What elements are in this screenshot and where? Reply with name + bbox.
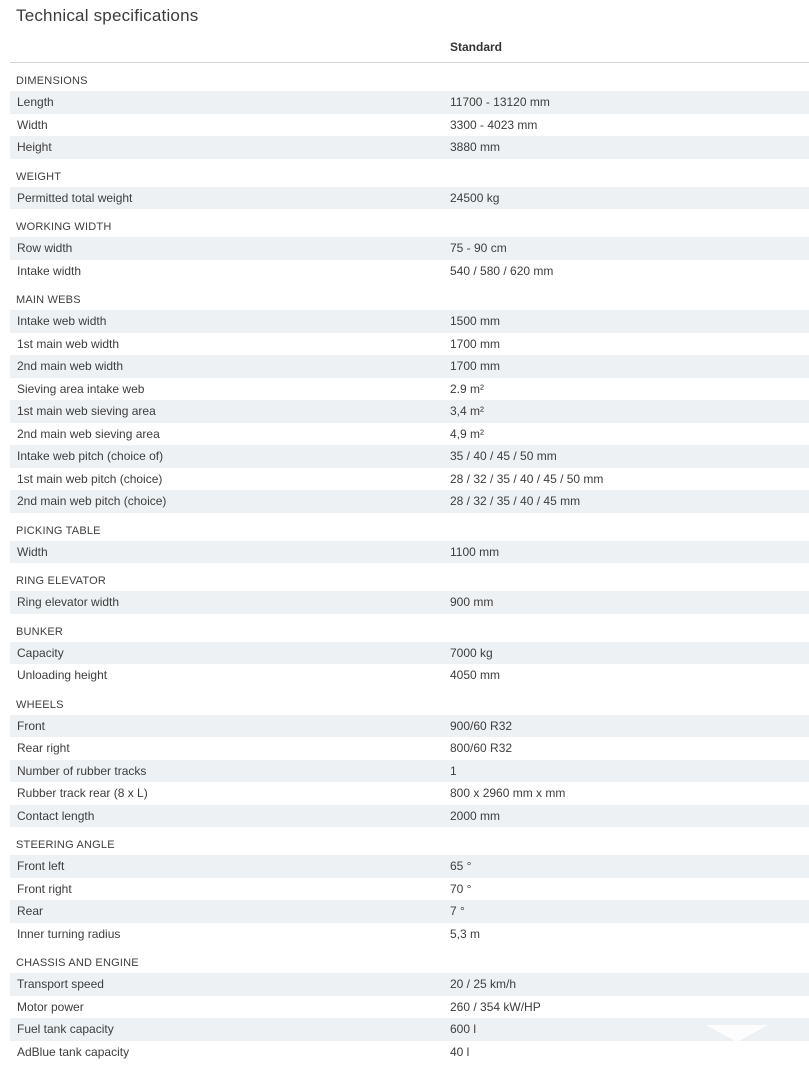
spec-label: Rubber track rear (8 x L) (17, 786, 148, 801)
spec-label: Intake web width (17, 314, 107, 329)
spec-row (10, 355, 809, 378)
spec-label: Row width (17, 241, 73, 256)
spec-value: 28 / 32 / 35 / 40 / 45 mm (450, 494, 581, 509)
spec-row (10, 400, 809, 423)
spec-row (10, 1018, 809, 1041)
section-title: WHEELS (16, 698, 64, 711)
spec-label: Rear (17, 904, 44, 919)
spec-row (10, 737, 809, 760)
spec-value: 20 / 25 km/h (450, 977, 517, 992)
spec-label: Height (17, 140, 52, 155)
spec-row (10, 541, 809, 564)
section-title: PICKING TABLE (16, 524, 101, 537)
spec-label: Intake web pitch (choice of) (17, 449, 164, 464)
spec-value: 4050 mm (450, 668, 501, 683)
section-title: WEIGHT (16, 170, 62, 183)
spec-row (10, 114, 809, 137)
spec-row (10, 468, 809, 491)
spec-label: Front (17, 718, 46, 733)
spec-row (10, 423, 809, 446)
spec-label: Front right (17, 881, 72, 896)
spec-value: 900 mm (450, 595, 494, 610)
spec-value: 1700 mm (450, 359, 501, 374)
spec-label: Width (17, 544, 48, 559)
spec-value: 5,3 m (450, 926, 481, 941)
spec-label: Ring elevator width (17, 595, 120, 610)
section-rows (0, 237, 809, 282)
section-title: STEERING ANGLE (16, 839, 115, 851)
spec-section (0, 945, 809, 1063)
spec-label: Capacity (17, 645, 64, 660)
spec-value: 7 ° (450, 904, 465, 919)
section-rows (0, 541, 809, 564)
spec-value: 1 (450, 763, 457, 778)
spec-row (10, 445, 809, 468)
spec-value: 65 ° (450, 859, 472, 874)
spec-row (10, 333, 809, 356)
spec-row (10, 310, 809, 333)
spec-section (0, 614, 809, 687)
spec-label: Contact length (17, 808, 95, 823)
spec-value: 7000 kg (450, 645, 493, 660)
spec-value: 28 / 32 / 35 / 40 / 45 / 50 mm (450, 471, 604, 486)
spec-row (10, 187, 809, 210)
spec-section (0, 159, 809, 210)
spec-row (10, 490, 809, 513)
section-rows (0, 973, 809, 1063)
spec-value: 540 / 580 / 620 mm (450, 263, 554, 278)
spec-label: Number of rubber tracks (17, 763, 147, 778)
section-rows (0, 591, 809, 614)
section-rows (0, 715, 809, 828)
spec-row (10, 642, 809, 665)
section-title: CHASSIS AND ENGINE (16, 957, 139, 969)
section-title: WORKING WIDTH (16, 221, 112, 233)
spec-table (0, 63, 809, 1063)
spec-label: AdBlue tank capacity (17, 1044, 130, 1059)
spec-value: 3,4 m² (450, 404, 485, 419)
spec-value: 11700 - 13120 mm (450, 95, 550, 110)
spec-row (10, 782, 809, 805)
spec-label: 1st main web width (17, 336, 120, 351)
watermark-triangle-icon (706, 1025, 768, 1042)
spec-row (10, 260, 809, 283)
spec-section (0, 63, 809, 159)
spec-row (10, 923, 809, 946)
spec-row (10, 1041, 809, 1064)
spec-label: Transport speed (17, 977, 104, 992)
spec-section (0, 513, 809, 564)
spec-label: Sieving area intake web (17, 381, 145, 396)
spec-row (10, 760, 809, 783)
spec-row (10, 715, 809, 738)
spec-section (0, 282, 809, 513)
spec-value: 40 l (450, 1044, 470, 1059)
spec-label: Length (17, 95, 54, 110)
spec-value: 70 ° (450, 881, 472, 896)
spec-section (0, 827, 809, 945)
spec-label: Rear right (17, 741, 70, 756)
spec-row (10, 900, 809, 923)
spec-value: 600 l (450, 1022, 477, 1037)
spec-row (10, 237, 809, 260)
spec-label: Unloading height (17, 668, 108, 683)
section-rows (0, 187, 809, 210)
spec-value: 24500 kg (450, 190, 500, 205)
spec-section (0, 563, 809, 614)
spec-row (10, 378, 809, 401)
spec-value: 2000 mm (450, 808, 501, 823)
spec-value: 75 - 90 cm (450, 241, 507, 256)
spec-label: Motor power (17, 999, 84, 1014)
spec-value: 4,9 m² (450, 426, 485, 441)
spec-value: 1100 mm (450, 544, 500, 559)
spec-row (10, 973, 809, 996)
spec-value: 3880 mm (450, 140, 501, 155)
column-header-standard: Standard (450, 40, 503, 54)
spec-value: 1700 mm (450, 336, 501, 351)
spec-row (10, 878, 809, 901)
spec-row (10, 664, 809, 687)
spec-value: 35 / 40 / 45 / 50 mm (450, 449, 557, 464)
spec-label: Permitted total weight (17, 190, 133, 205)
section-title: DIMENSIONS (16, 75, 88, 87)
section-title: RING ELEVATOR (16, 575, 107, 587)
spec-value: 2.9 m² (450, 381, 485, 396)
spec-row (10, 591, 809, 614)
spec-label: Width (17, 117, 48, 132)
page-title: Technical specifications (16, 6, 199, 25)
spec-row (10, 996, 809, 1019)
spec-value: 800 x 2960 mm x mm (450, 786, 566, 801)
table-column-header-row (0, 26, 809, 52)
spec-value: 3300 - 4023 mm (450, 117, 538, 132)
section-rows (0, 310, 809, 513)
spec-label: 1st main web pitch (choice) (17, 471, 163, 486)
section-rows (0, 91, 809, 159)
section-rows (0, 642, 809, 687)
spec-value: 1500 mm (450, 314, 501, 329)
spec-label: Intake width (17, 263, 82, 278)
spec-value: 900/60 R32 (450, 718, 513, 733)
section-title: MAIN WEBS (16, 294, 81, 306)
spec-row (10, 91, 809, 114)
spec-label: Front left (17, 859, 65, 874)
spec-label: 2nd main web width (17, 359, 124, 374)
spec-label: 1st main web sieving area (17, 404, 156, 419)
spec-row (10, 136, 809, 159)
spec-label: 2nd main web pitch (choice) (17, 494, 167, 509)
spec-row (10, 855, 809, 878)
spec-label: Inner turning radius (17, 926, 121, 941)
spec-value: 800/60 R32 (450, 741, 513, 756)
spec-value: 260 / 354 kW/HP (450, 999, 541, 1014)
section-rows (0, 855, 809, 945)
spec-section (0, 209, 809, 282)
section-title: BUNKER (16, 625, 64, 638)
spec-row (10, 805, 809, 828)
spec-label: Fuel tank capacity (17, 1022, 114, 1037)
spec-label: 2nd main web sieving area (17, 426, 160, 441)
spec-section (0, 687, 809, 828)
